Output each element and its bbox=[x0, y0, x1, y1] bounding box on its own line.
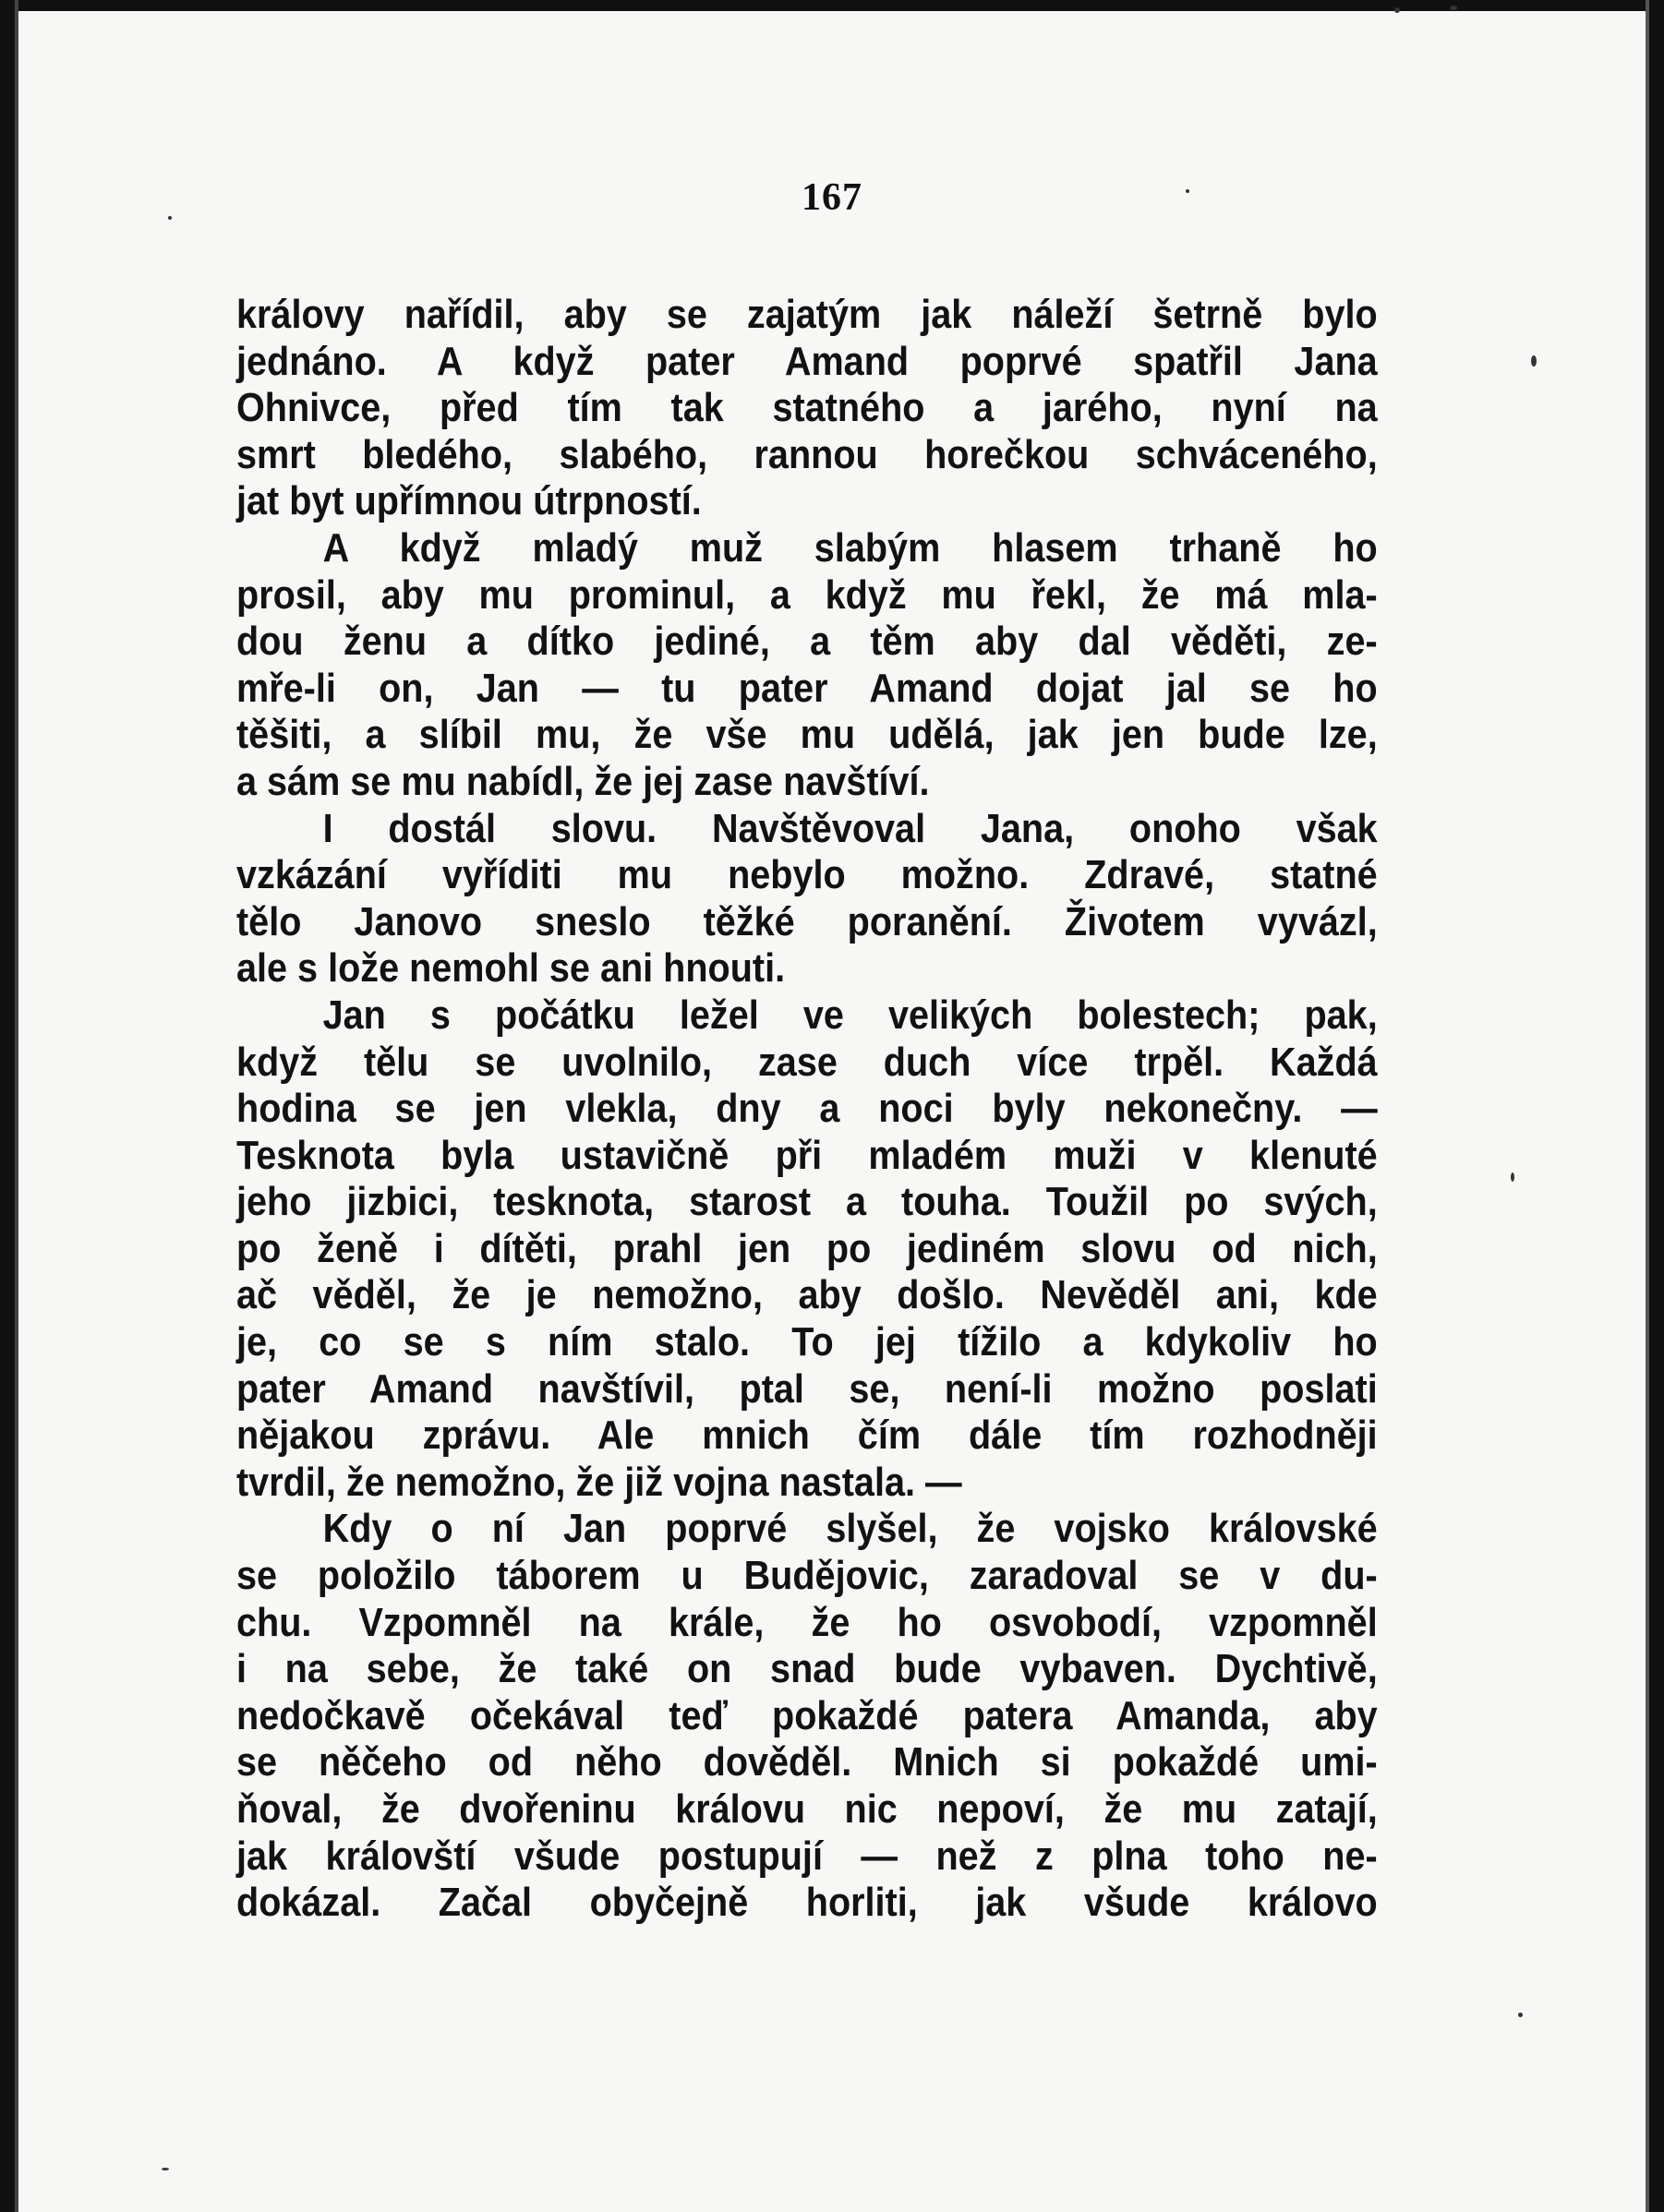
text-line: je, co se s ním stalo. To jej tížilo a kdykoliv ho bbox=[236, 1319, 1378, 1365]
text-line: ač věděl, že je nemožno, aby došlo. Nevěděl ani, kde bbox=[236, 1272, 1378, 1318]
text-line: královy nařídil, aby se zajatým jak náleží šetrně bylo bbox=[236, 292, 1378, 337]
scan-speck bbox=[1511, 1172, 1514, 1182]
paragraph bbox=[236, 524, 1378, 806]
text-line: ňoval, že dvořeninu královu nic nepoví, že mu zatají, bbox=[236, 1786, 1378, 1832]
text-line: Ohnivce, před tím tak statného a jarého, nyní na bbox=[236, 385, 1378, 431]
text-line: mře-li on, Jan — tu pater Amand dojat jal se ho bbox=[236, 665, 1378, 711]
scan-speck bbox=[1450, 6, 1457, 10]
scan-border-left-inner bbox=[15, 0, 18, 2212]
text-line: i na sebe, že také on snad bude vybaven. Dychtivě, bbox=[236, 1646, 1378, 1692]
scan-border-left bbox=[0, 0, 15, 2212]
scan-border-top bbox=[0, 0, 1664, 11]
paragraph bbox=[236, 992, 1378, 1507]
text-line: chu. Vzpomněl na krále, že ho osvobodí, vzpomněl bbox=[236, 1599, 1378, 1645]
text-line: těšiti, a slíbil mu, že vše mu udělá, jak jen bude lze, bbox=[236, 712, 1378, 758]
text-line: Jan s počátku ležel ve velikých bolestech; pak, bbox=[322, 992, 1378, 1038]
text-line: smrt bledého, slabého, rannou horečkou schváceného, bbox=[236, 431, 1378, 477]
text-line: se položilo táborem u Budějovic, zaradoval se v du- bbox=[236, 1553, 1378, 1599]
text-line: dou ženu a dítko jediné, a těm aby dal věděti, ze- bbox=[236, 619, 1378, 665]
text-line: dokázal. Začal obyčejně horliti, jak všude královo bbox=[236, 1880, 1378, 1926]
text-line: jat byt upřímnou útrpností. bbox=[236, 478, 702, 524]
text-line: se něčeho od něho dověděl. Mnich si pokaždé umi- bbox=[236, 1739, 1378, 1785]
scan-speck bbox=[1394, 7, 1400, 13]
text-line: nějakou zprávu. Ale mnich čím dále tím rozhodněji bbox=[236, 1413, 1378, 1459]
page-number: 167 bbox=[802, 176, 862, 219]
paragraph bbox=[236, 292, 1378, 525]
text-line: hodina se jen vlekla, dny a noci byly nekonečny. — bbox=[236, 1086, 1378, 1132]
scan-border-right bbox=[1649, 0, 1664, 2212]
text-line: jeho jizbici, tesknota, starost a touha. Toužil po svých, bbox=[236, 1179, 1378, 1225]
text-line: prosil, aby mu prominul, a když mu řekl, že má mla- bbox=[236, 571, 1378, 618]
text-line: tělo Janovo sneslo těžké poranění. Životem vyvázl, bbox=[236, 898, 1378, 944]
text-line: a sám se mu nabídl, že jej zase navštíví. bbox=[236, 758, 930, 804]
text-line: jak královští všude postupují — než z plna toho ne- bbox=[236, 1833, 1378, 1879]
scan-border-right-inner bbox=[1646, 0, 1649, 2212]
text-line: Tesknota byla ustavičně při mladém muži v klenuté bbox=[236, 1132, 1378, 1178]
text-line: tvrdil, že nemožno, že již vojna nastala. — bbox=[236, 1459, 962, 1505]
text-line: I dostál slovu. Navštěvoval Jana, onoho však bbox=[322, 805, 1378, 851]
scan-speck bbox=[1531, 355, 1537, 367]
text-line: A když mladý muž slabým hlasem trhaně ho bbox=[322, 524, 1378, 571]
text-line: Kdy o ní Jan poprvé slyšel, že vojsko královské bbox=[322, 1506, 1378, 1552]
scan-speck bbox=[162, 2168, 169, 2170]
text-line: jednáno. A když pater Amand poprvé spatřil Jana bbox=[236, 338, 1378, 384]
body-text bbox=[236, 292, 1378, 1927]
paragraph bbox=[236, 1506, 1378, 1926]
text-line: ale s lože nemohl se ani hnouti. bbox=[236, 945, 786, 992]
text-line: vzkázání vyříditi mu nebylo možno. Zdravé, statné bbox=[236, 852, 1378, 898]
text-line: nedočkavě očekával teď pokaždé patera Amanda, aby bbox=[236, 1692, 1378, 1738]
text-line: pater Amand navštívil, ptal se, není-li možno poslati bbox=[236, 1365, 1378, 1412]
scan-speck bbox=[1518, 2013, 1523, 2017]
text-line: po ženě i dítěti, prahl jen po jediném slovu od nich, bbox=[236, 1225, 1378, 1271]
text-line: když tělu se uvolnilo, zase duch více trpěl. Každá bbox=[236, 1039, 1378, 1085]
paragraph bbox=[236, 805, 1378, 992]
